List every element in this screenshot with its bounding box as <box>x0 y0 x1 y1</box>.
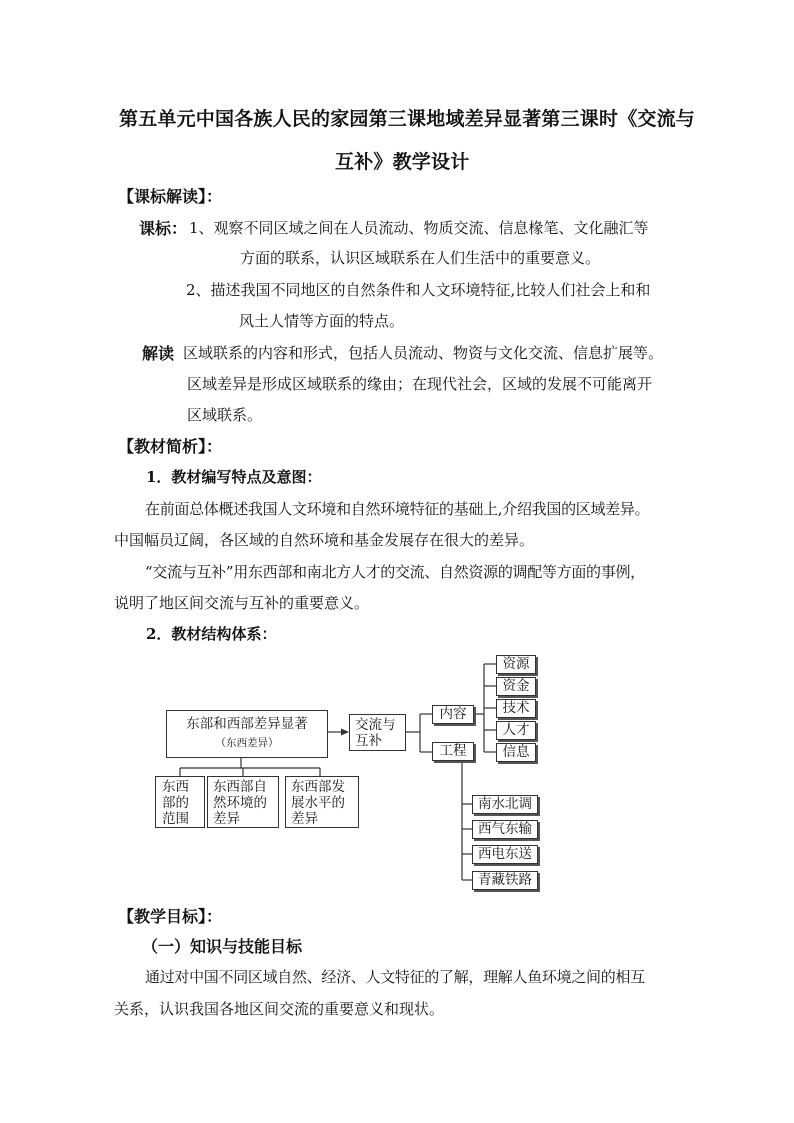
subheading-knowledge: （一）知识与技能目标 <box>142 937 303 956</box>
node-label-line1: 交流与 <box>355 717 396 733</box>
para1-line2: 中国幅员辽阔，各区域的自然环境和基金发展存在很大的差异。 <box>114 531 535 549</box>
diagram-item-project <box>472 795 538 814</box>
kebiao-label: 课标： <box>139 219 188 238</box>
kebiao-item2-line2: 风土人情等方面的特点。 <box>239 312 405 330</box>
item-label: 西电东送 <box>478 846 532 862</box>
item-label: 技术 <box>502 700 530 716</box>
node-line: 差异 <box>291 811 318 827</box>
diagram-item-project <box>472 845 538 864</box>
diagram-item-content <box>496 655 536 674</box>
node-label: 内容 <box>439 706 467 722</box>
item-label: 资金 <box>502 678 530 694</box>
item-label: 西气东输 <box>478 821 532 837</box>
node-line: 差异 <box>213 811 240 827</box>
diagram-item-content <box>496 721 536 740</box>
node-line: 然环境的 <box>213 795 267 811</box>
diagram-node-natural-env <box>207 776 279 828</box>
diagram-item-project <box>472 871 538 890</box>
para2-line2: 说明了地区间交流与互补的重要意义。 <box>114 594 370 612</box>
node-line: 东西部自 <box>213 779 267 795</box>
para2-line1: “交流与互补”用东西部和南北方人才的交流、自然资源的调配等方面的事例， <box>145 563 645 581</box>
node-line: 展水平的 <box>291 795 345 811</box>
diagram-item-content <box>496 699 536 718</box>
para3-line1: 通过对中国不同区域自然、经济、人文特征的了解，理解人鱼环境之间的相互 <box>145 968 645 986</box>
para1-line1: 在前面总体概述我国人文环境和自然环境特征的基础上,介绍我国的区域差异。 <box>145 500 650 518</box>
node-line: 部的 <box>162 795 189 811</box>
item-label: 南水北调 <box>478 796 532 812</box>
jiedu-line3: 区域联系。 <box>187 406 263 424</box>
node-label: 工程 <box>439 743 467 759</box>
section-heading-kebiao: 【课标解读】： <box>118 187 223 206</box>
diagram-node-range <box>155 776 205 828</box>
diagram-node-content <box>432 705 474 724</box>
doc-title-line2: 互补》教学设计 <box>335 151 470 173</box>
jiedu-label: 解读 <box>142 344 175 363</box>
section-heading-jiaocai: 【教材简析】： <box>118 437 223 456</box>
item-label: 资源 <box>502 656 530 672</box>
node-line: 东西 <box>162 779 189 795</box>
kebiao-item2-line1: 2、描述我国不同地区的自然条件和人文环境特征,比较人们社会上和和 <box>186 281 651 299</box>
item-label: 青藏铁路 <box>478 872 532 888</box>
para3-line2: 关系，认识我国各地区间交流的重要意义和现状。 <box>114 1000 445 1018</box>
diagram-node-development <box>285 776 359 828</box>
subheading-features: 1．教材编写特点及意图： <box>146 468 322 486</box>
subheading-structure: 2．教材结构体系： <box>146 625 277 643</box>
node-label: 东部和西部差异显著 <box>186 716 308 732</box>
doc-title-line1: 第五单元中国各族人民的家园第三课地域差异显著第三课时《交流与 <box>119 108 696 130</box>
jiedu-line1: 区域联系的内容和形式，包括人员流动、物资与文化交流、信息扩展等。 <box>183 344 664 362</box>
item-label: 人才 <box>502 722 530 738</box>
jiedu-line2: 区域差异是形成区域联系的缘由；在现代社会，区域的发展不可能离开 <box>187 375 653 393</box>
node-sublabel: （东西差异） <box>215 737 279 749</box>
item-label: 信息 <box>502 744 530 760</box>
node-line: 范围 <box>162 811 189 827</box>
kebiao-item1-line1: 1、观察不同区域之间在人员流动、物质交流、信息椽笔、文化融汇等 <box>189 219 649 237</box>
kebiao-item1-line2: 方面的联系，认识区域联系在人们生活中的重要意义。 <box>240 249 601 267</box>
diagram-node-east-west <box>166 710 328 758</box>
section-heading-mubiao: 【教学目标】： <box>118 907 223 926</box>
node-line: 东西部发 <box>291 779 345 795</box>
diagram-item-content <box>496 743 536 762</box>
diagram-node-project <box>432 742 474 761</box>
diagram-item-content <box>496 677 536 696</box>
diagram-item-project <box>472 820 538 839</box>
node-label-line2: 互补 <box>355 733 382 749</box>
diagram-node-exchange <box>349 714 406 751</box>
